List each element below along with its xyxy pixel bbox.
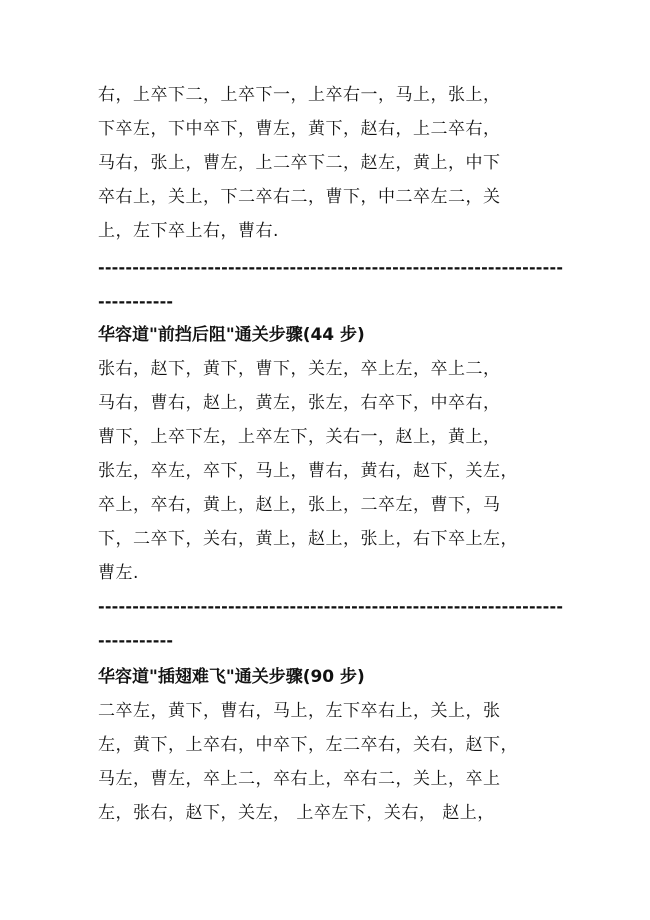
step-line: 下卒左，下中卒下，曹左，黄下，赵右，上二卒右，: [98, 119, 501, 139]
section-2-qiandanghouzu: [98, 318, 568, 590]
step-line: 卒右上，关上，下二卒右二，曹下，中二卒左二，关: [98, 187, 501, 207]
step-line: 马右，张上，曹左，上二卒下二，赵左，黄上，中下: [98, 153, 501, 173]
step-line: 下，二卒下，关右，黄上，赵上，张上，右下卒上左，: [98, 529, 518, 549]
step-line: 马左，曹左，卒上二，卒右上，卒右二，关上，卒上: [98, 769, 501, 789]
step-line: 张左，卒左，卒下，马上，曹右，黄右，赵下，关左，: [98, 461, 518, 481]
section-heading: 华容道"前挡后阻"通关步骤(44 步): [98, 325, 365, 345]
divider-1: [98, 251, 568, 319]
section-1-continuation: [98, 78, 568, 248]
step-line: 左，黄下，上卒右，中卒下，左二卒右，关右，赵下，: [98, 735, 518, 755]
step-line: 二卒左，黄下，曹右，马上，左下卒右上，关上，张: [98, 701, 501, 721]
dash-divider-line: -----------: [98, 631, 174, 650]
step-line: 右，上卒下二，上卒下一，上卒右一，马上，张上，: [98, 85, 501, 105]
step-line: 曹左.: [98, 563, 139, 583]
dash-divider-line: --------------------------------------------------------------------: [98, 258, 564, 277]
step-line: 马右，曹右，赵上，黄左，张左，右卒下，中卒右，: [98, 393, 501, 413]
dash-divider-line: -----------: [98, 292, 174, 311]
step-line: 左，张右，赵下，关左， 上卒左下，关右， 赵上，: [98, 803, 495, 823]
section-heading: 华容道"插翅难飞"通关步骤(90 步): [98, 667, 365, 687]
step-line: 张右，赵下，黄下，曹下，关左，卒上左，卒上二，: [98, 359, 501, 379]
step-line: 曹下，上卒下左，上卒左下，关右一，赵上，黄上，: [98, 427, 501, 447]
section-3-chachinanfei: [98, 660, 568, 830]
dash-divider-line: --------------------------------------------------------------------: [98, 597, 564, 616]
step-line: 卒上，卒右，黄上，赵上，张上，二卒左，曹下，马: [98, 495, 501, 515]
step-line: 上，左下卒上右，曹右.: [98, 221, 279, 241]
divider-2: [98, 590, 568, 658]
